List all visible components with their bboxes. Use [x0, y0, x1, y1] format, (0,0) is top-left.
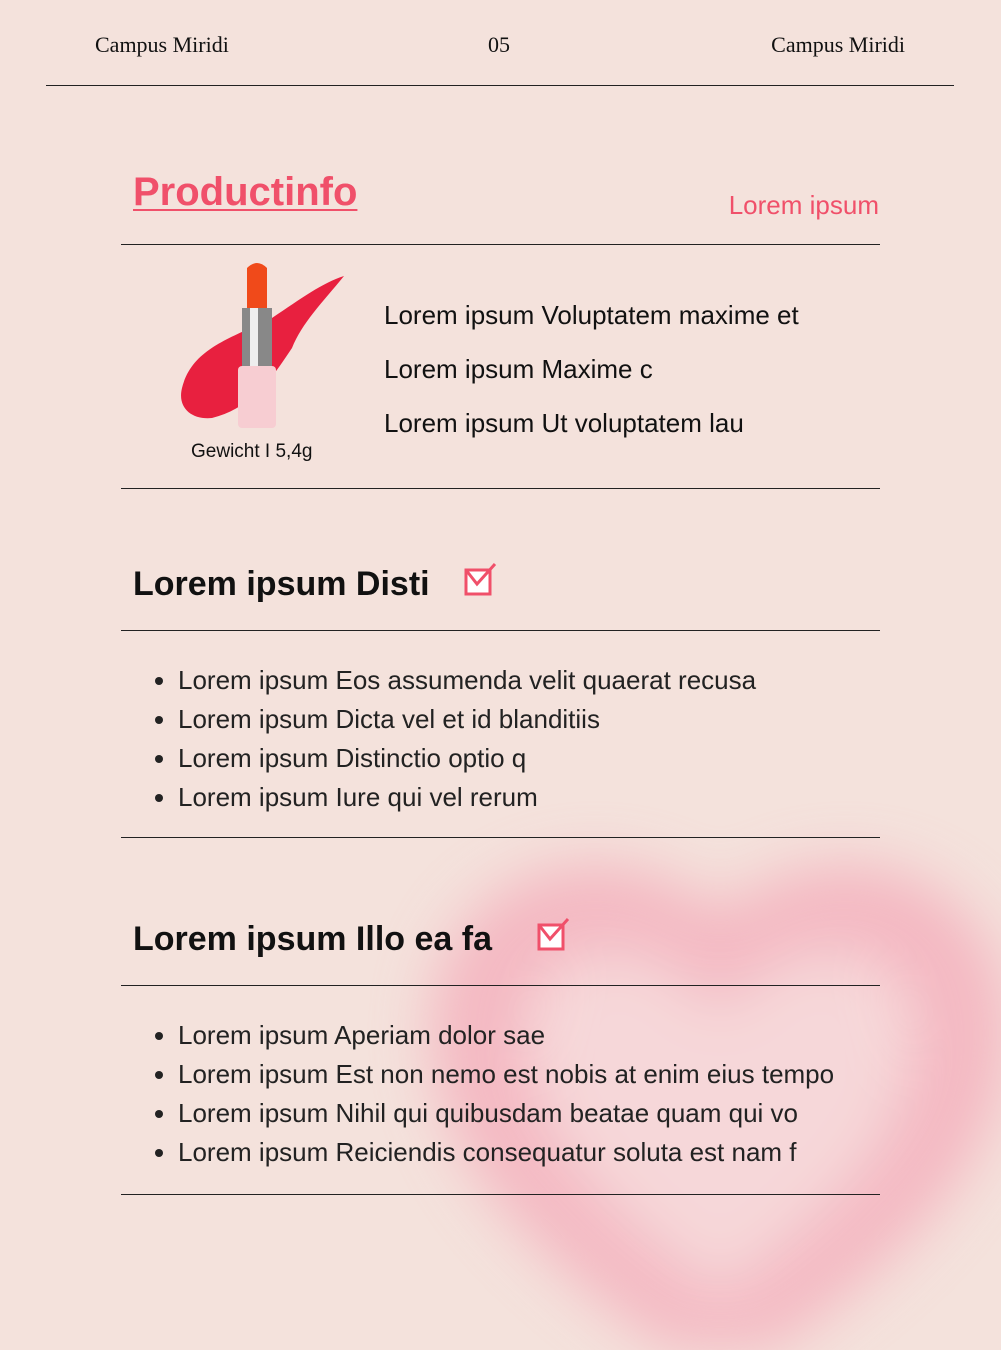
feature-item: Lorem ipsum Voluptatem maxime et: [384, 300, 799, 330]
section-title: Lorem ipsum Illo ea fa: [133, 920, 492, 958]
list-item: • Lorem ipsum Reiciendis consequatur soluta est nam f: [178, 1133, 834, 1172]
list-item: • Lorem ipsum Aperiam dolor sae: [178, 1016, 834, 1055]
product-subtitle: Lorem ipsum: [728, 190, 879, 220]
list-item: • Lorem ipsum Nihil qui quibusdam beatae quam qui vo: [178, 1094, 834, 1133]
feature-item: Lorem ipsum Ut voluptatem lau: [384, 408, 744, 438]
section-list: [150, 661, 756, 817]
divider: [121, 488, 880, 489]
list-item: • Lorem ipsum Est non nemo est nobis at enim eius tempo: [178, 1055, 834, 1094]
list-item: • Lorem ipsum Dicta vel et id blanditiis: [178, 700, 756, 739]
checkbox-checked-icon: [536, 917, 570, 951]
lipstick-image: [172, 258, 347, 433]
divider: [121, 244, 880, 245]
header-divider: [46, 85, 954, 86]
list-item: • Lorem ipsum Distinctio optio q: [178, 739, 756, 778]
header-left-text: Campus Miridi: [95, 32, 229, 57]
divider: [121, 837, 880, 838]
product-title: Productinfo: [133, 170, 358, 214]
divider: [121, 985, 880, 986]
divider: [121, 1194, 880, 1195]
feature-item: Lorem ipsum Maxime c: [384, 354, 653, 384]
list-item: • Lorem ipsum Eos assumenda velit quaerat recusa: [178, 661, 756, 700]
product-weight: Gewicht I 5,4g: [191, 441, 313, 462]
list-item: • Lorem ipsum Iure qui vel rerum: [178, 778, 756, 817]
section-list: [150, 1016, 834, 1172]
page-number: 05: [488, 32, 510, 57]
divider: [121, 630, 880, 631]
section-title: Lorem ipsum Disti: [133, 565, 430, 603]
header-right-text: Campus Miridi: [771, 32, 905, 57]
checkbox-checked-icon: [463, 562, 497, 596]
